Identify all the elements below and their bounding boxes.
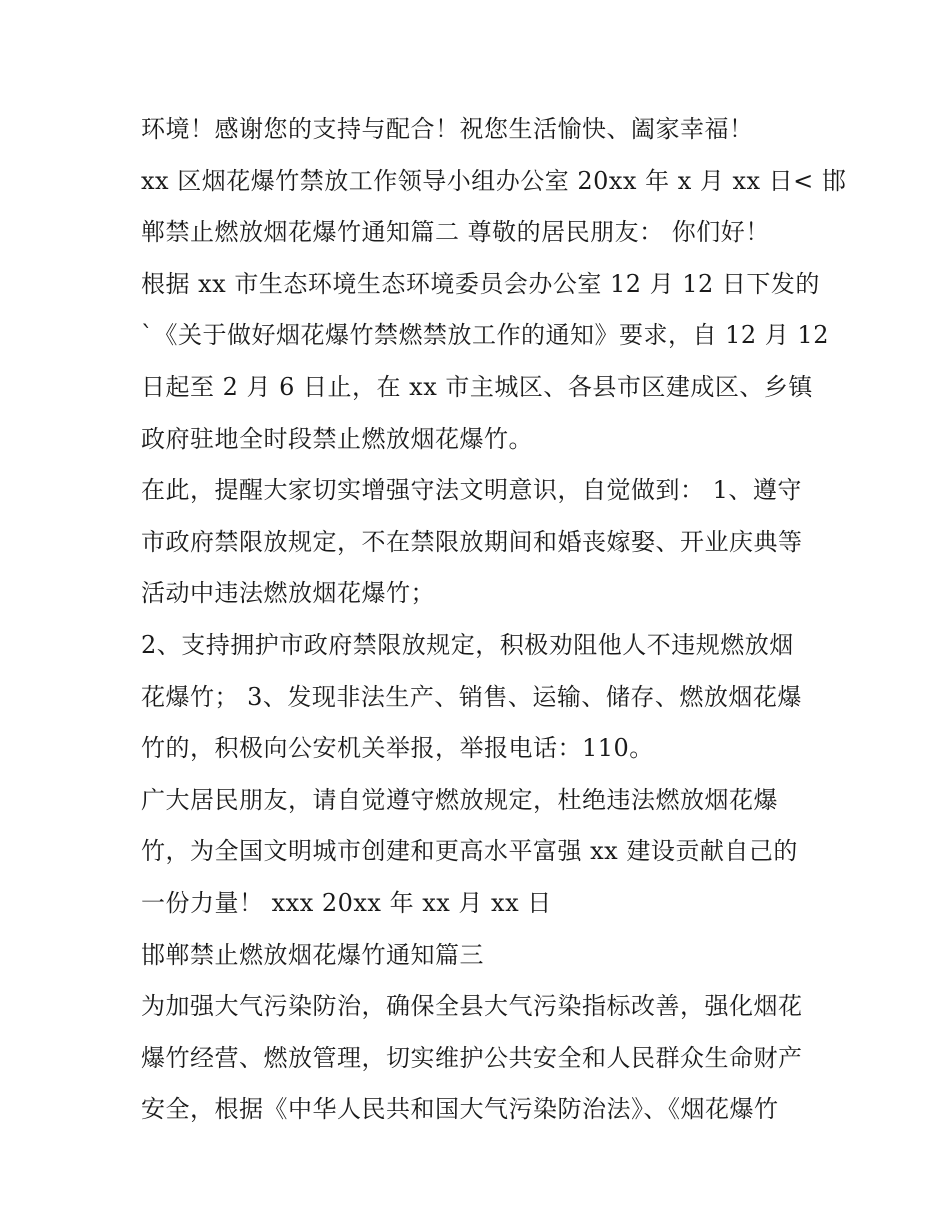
text-line-12: 花爆竹； 3、发现非法生产、销售、运输、储存、燃放烟花爆 [141,682,802,711]
text-line-9: 市政府禁限放规定，不在禁限放期间和婚丧嫁娶、开业庆典等 [141,527,803,556]
text-line-20: 安全，根据《中华人民共和国大气污染防治法》、《烟花爆竹 [141,1095,779,1124]
section-heading: 邯郸禁止燃放烟花爆竹通知篇三 [141,940,484,969]
text-line-6: 日起至 2 月 6 日止，在 xx 市主城区、各县市区建成区、乡镇 [141,372,813,401]
text-line-13: 竹的，积极向公安机关举报，举报电话：110。 [141,734,654,763]
text-line-16: 一份力量！ xxx 20xx 年 xx 月 xx 日 [141,888,552,917]
text-line-8: 在此，提醒大家切实增强守法文明意识，自觉做到： 1、遵守 [141,476,802,505]
document-body [141,104,847,1136]
text-line-2: xx 区烟花爆竹禁放工作领导小组办公室 20xx 年 x 月 xx 日< 邯 [141,166,847,195]
text-line-7: 政府驻地全时段禁止燃放烟花爆竹。 [141,424,533,453]
text-line-5: `《关于做好烟花爆竹禁燃禁放工作的通知》要求，自 12 月 12 [141,321,829,350]
text-line-15: 竹，为全国文明城市创建和更高水平富强 xx 建设贡献自己的 [141,837,798,866]
text-line-14: 广大居民朋友，请自觉遵守燃放规定，杜绝违法燃放烟花爆 [141,785,778,814]
text-line-1: 环境！感谢您的支持与配合！祝您生活愉快、阖家幸福！ [141,115,754,143]
text-line-18: 为加强大气污染防治，确保全县大气污染指标改善，强化烟花 [141,992,803,1021]
text-line-3: 郸禁止燃放烟花爆竹通知篇二 尊敬的居民朋友： 你们好！ [141,218,770,247]
text-line-19: 爆竹经营、燃放管理，切实维护公共安全和人民群众生命财产 [141,1043,803,1072]
text-line-4: 根据 xx 市生态环境生态环境委员会办公室 12 月 12 日下发的 [141,269,820,298]
text-line-10: 活动中违法燃放烟花爆竹； [141,579,435,608]
text-line-11: 2、支持拥护市政府禁限放规定，积极劝阻他人不违规燃放烟 [141,630,794,659]
